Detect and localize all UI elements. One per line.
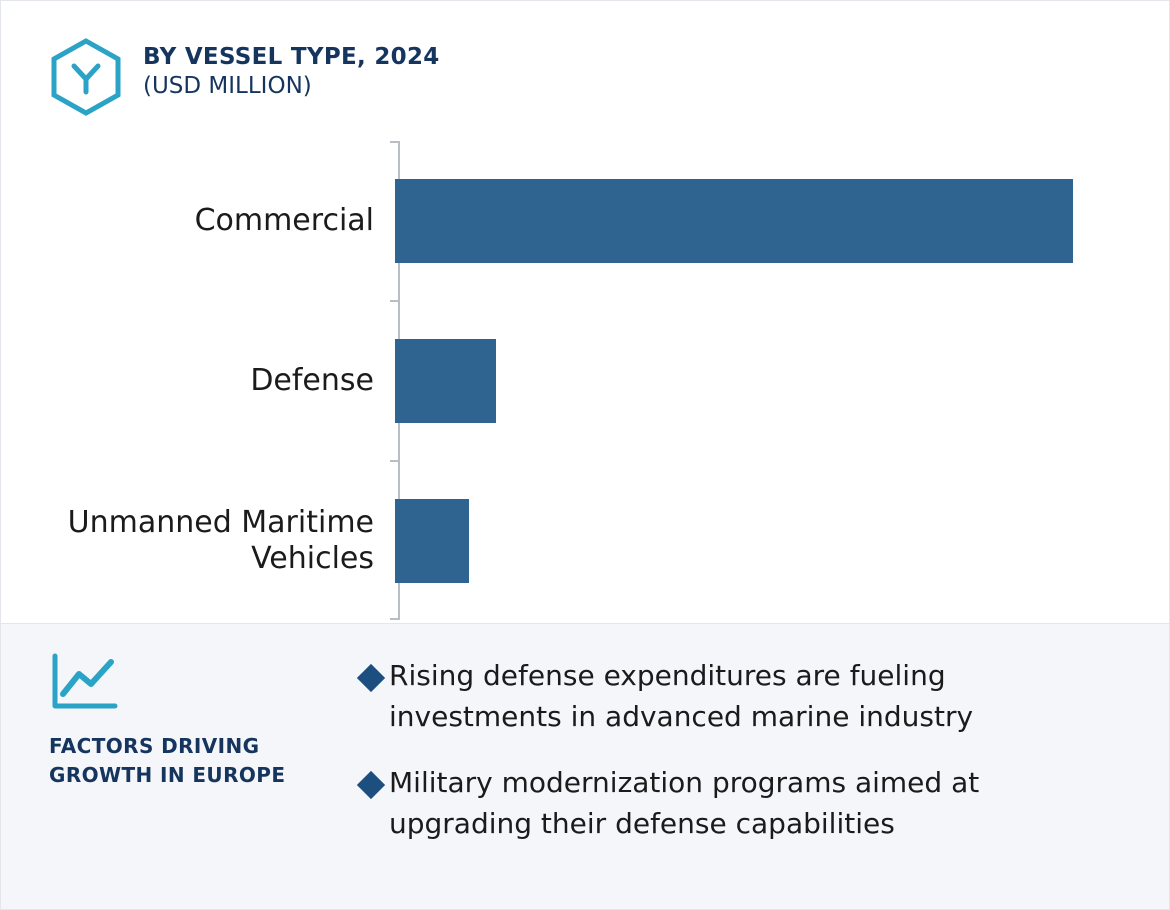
- list-item: [361, 656, 1129, 737]
- category-label: Commercial: [194, 203, 374, 238]
- list-item: [361, 763, 1129, 844]
- factors-caption: FACTORS DRIVING GROWTH IN EUROPE: [49, 734, 286, 787]
- bar-row: [31, 141, 1131, 301]
- factor-text: Military modernization programs aimed at upgrading their defense capabilities: [389, 766, 980, 840]
- factors-list: [361, 656, 1129, 870]
- bar-row: [31, 301, 1131, 461]
- bar-commercial: [395, 179, 1073, 263]
- category-label: Defense: [250, 363, 374, 398]
- bar-unmanned-maritime-vehicles: [395, 499, 469, 583]
- bar-defense: [395, 339, 496, 423]
- bar-track: [386, 141, 1131, 301]
- title-block: [143, 37, 440, 101]
- category-label: Unmanned Maritime Vehicles: [67, 505, 374, 576]
- bar-row: [31, 461, 1131, 621]
- factors-caption-block: [49, 652, 339, 790]
- hexagon-y-logo-icon: [49, 37, 123, 117]
- chart-title: BY VESSEL TYPE, 2024: [143, 44, 440, 70]
- bar-track: [386, 301, 1131, 461]
- factors-footer: [1, 623, 1169, 909]
- diamond-bullet-icon: [357, 664, 385, 692]
- bar-rows: [31, 141, 1131, 621]
- chart-header: [49, 37, 440, 117]
- factor-text: Rising defense expenditures are fueling investments in advanced marine industry: [389, 659, 974, 733]
- line-chart-trend-icon: [49, 652, 121, 714]
- bar-chart: [31, 141, 1131, 621]
- bar-track: [386, 461, 1131, 621]
- diamond-bullet-icon: [357, 771, 385, 799]
- chart-subtitle: (USD MILLION): [143, 72, 312, 99]
